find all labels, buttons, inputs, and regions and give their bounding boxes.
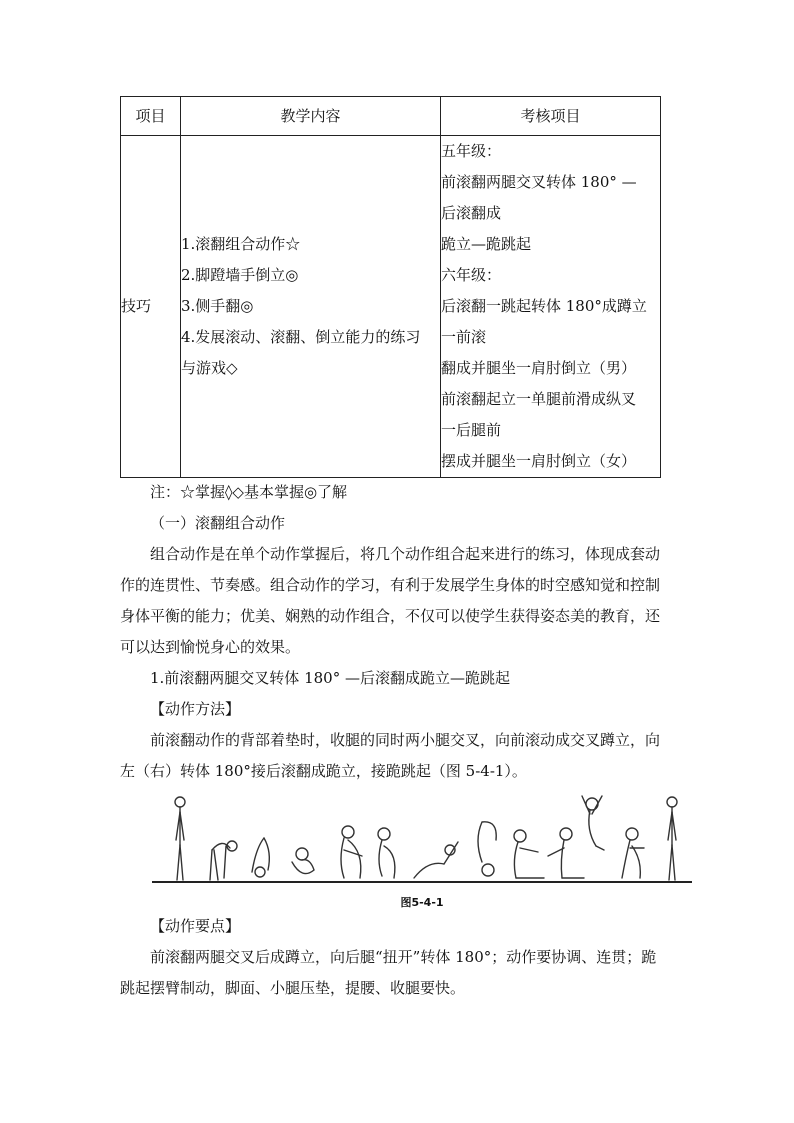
cell-assessment	[441, 136, 661, 478]
assessment-line: 一后腿前	[441, 421, 502, 439]
points-heading: 【动作要点】	[150, 917, 241, 935]
content-line: 4.发展滚动、滚翻、倒立能力的练习	[181, 328, 421, 346]
assessment-line: 五年级：	[441, 142, 502, 160]
header-content: 教学内容	[181, 97, 441, 136]
table-row	[121, 136, 661, 478]
assessment-line: 前滚翻起立一单腿前滑成纵叉	[441, 390, 637, 408]
cell-content	[181, 136, 441, 478]
assessment-line: 后滚翻一跳起转体 180°成蹲立	[441, 297, 647, 315]
section-title: （一）滚翻组合动作	[150, 514, 286, 532]
method-text: 前滚翻动作的背部着垫时，收腿的同时两小腿交叉，向前滚动成交叉蹲立，向左（右）转体 180°接后滚翻成跪立，接跪跳起（图 5-4-1）。	[120, 731, 661, 780]
method-heading: 【动作方法】	[150, 700, 241, 718]
legend-note: 注：☆掌握◊◇基本掌握◎了解	[150, 483, 348, 501]
content-line: 与游戏◇	[181, 359, 238, 377]
assessment-line: 一前滚	[441, 328, 487, 346]
assessment-line: 跪立—跪跳起	[441, 235, 532, 253]
assessment-line: 六年级：	[441, 266, 502, 284]
header-item: 项目	[121, 97, 181, 136]
gymnastics-sequence-illustration	[152, 790, 692, 890]
header-assessment: 考核项目	[441, 97, 661, 136]
assessment-line: 后滚翻成	[441, 204, 502, 222]
assessment-line: 摆成并腿坐一肩肘倒立（女）	[441, 452, 637, 470]
assessment-line: 翻成并腿坐一肩肘倒立（男）	[441, 359, 637, 377]
figure-caption: 图5-4-1	[400, 896, 444, 909]
intro-paragraph: 组合动作是在单个动作掌握后，将几个动作组合起来进行的练习，体现成套动作的连贯性、节奏感。组合动作的学习，有利于发展学生身体的时空感知觉和控制身体平衡的能力；优美、娴熟的动作组合，不仅可以使学生获得姿态美的教育，还可以达到愉悦身心的效果。	[120, 545, 661, 656]
assessment-line: 前滚翻两腿交叉转体 180° —	[441, 173, 637, 191]
content-line: 3.侧手翻◎	[181, 297, 254, 315]
points-text: 前滚翻两腿交叉后成蹲立，向后腿“扭开”转体 180°；动作要协调、连贯；跪跳起摆臂制动，脚面、小腿压垫，提腰、收腿要快。	[120, 948, 657, 997]
content-line: 2.脚蹬墙手倒立◎	[181, 266, 299, 284]
content-line: 1.滚翻组合动作☆	[181, 235, 301, 253]
figure-5-4-1	[152, 790, 692, 908]
cell-item: 技巧	[121, 136, 181, 478]
table-header-row	[121, 97, 661, 136]
item1-title: 1.前滚翻两腿交叉转体 180° —后滚翻成跪立—跪跳起	[150, 669, 510, 687]
curriculum-table	[120, 96, 661, 478]
